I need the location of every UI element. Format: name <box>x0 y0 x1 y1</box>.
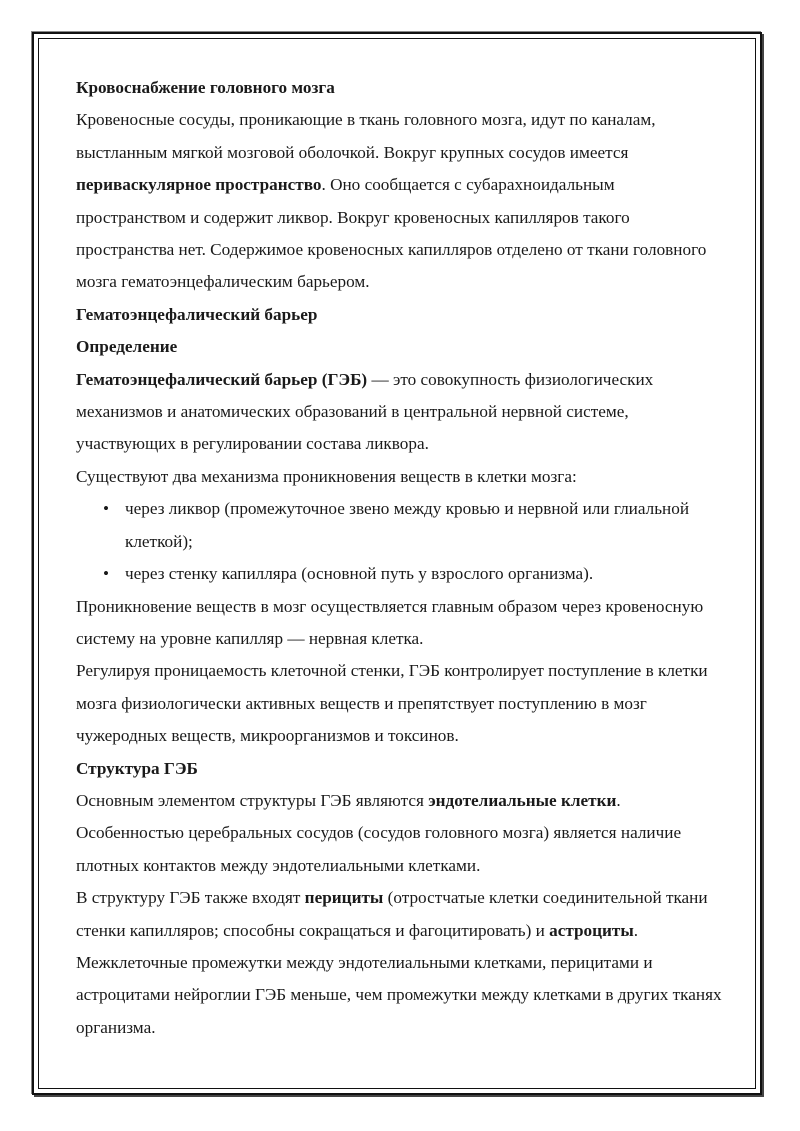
bullet-icon: • <box>103 564 110 584</box>
heading-definition: Определение <box>76 337 178 357</box>
paragraph-tight-junctions: Особенностью церебральных сосудов (сосудов головного мозга) является наличие плотных контактов между эндотелиальными клетками. <box>76 823 682 875</box>
paragraph-pericytes: В структуру ГЭБ также входят перициты (отростчатые клетки соединительной ткани стенки капилляров; способны сокращаться и фагоцитировать) и астроциты. Межклеточные промежутки между эндотелиальными клетками, перицитами и астроцитами нейроглии ГЭБ меньше, чем промежутки между клетками в других тканях организма. <box>76 888 722 1037</box>
list-item: • через ликвор (промежуточное звено между кровью и нервной или глиальной клеткой); <box>125 493 726 558</box>
paragraph-endothelial: Основным элементом структуры ГЭБ являются эндотелиальные клетки. <box>76 790 621 810</box>
heading-bbb: Гематоэнцефалический барьер <box>76 304 318 324</box>
term-endothelial-cells: эндотелиальные клетки <box>428 790 617 810</box>
mechanisms-list <box>76 493 726 590</box>
paragraph-penetration: Проникновение веществ в мозг осуществляется главным образом через кровеносную систему на уровне капилляр — нервная клетка. <box>76 596 704 648</box>
term-bbb: Гематоэнцефалический барьер (ГЭБ) <box>76 369 368 389</box>
heading-structure: Структура ГЭБ <box>76 758 198 778</box>
paragraph-vessels: Кровеносные сосуды, проникающие в ткань головного мозга, идут по каналам, выстланным мягкой мозговой оболочкой. Вокруг крупных сосудов имеется периваскулярное пространство. Оно сообщается с субарахноидальным пространством и содержит ликвор. Вокруг кровеносных капилляров такого пространства нет. Содержимое кровеносных капилляров отделено от ткани головного мозга гематоэнцефалическим барьером. <box>76 110 707 292</box>
paragraph-mechanisms-intro: Существуют два механизма проникновения веществ в клетки мозга: <box>76 466 577 486</box>
term-astrocytes: астроциты <box>549 920 634 940</box>
term-perivascular-space: периваскулярное пространство <box>76 175 322 195</box>
paragraph-definition: Гематоэнцефалический барьер (ГЭБ) — это совокупность физиологических механизмов и анатомических образований в центральной нервной системе, участвующих в регулировании состава ликвора. <box>76 369 654 454</box>
term-pericytes: перициты <box>304 888 384 908</box>
bullet-icon: • <box>103 499 110 519</box>
list-item: • через стенку капилляра (основной путь у взрослого организма). <box>125 558 726 590</box>
heading-blood-supply: Кровоснабжение головного мозга <box>76 78 335 97</box>
document-body <box>76 72 726 1044</box>
paragraph-regulation: Регулируя проницаемость клеточной стенки, ГЭБ контролирует поступление в клетки мозга физиологически активных веществ и препятствует поступлению в мозг чужеродных веществ, микроорганизмов и токсинов. <box>76 661 708 746</box>
